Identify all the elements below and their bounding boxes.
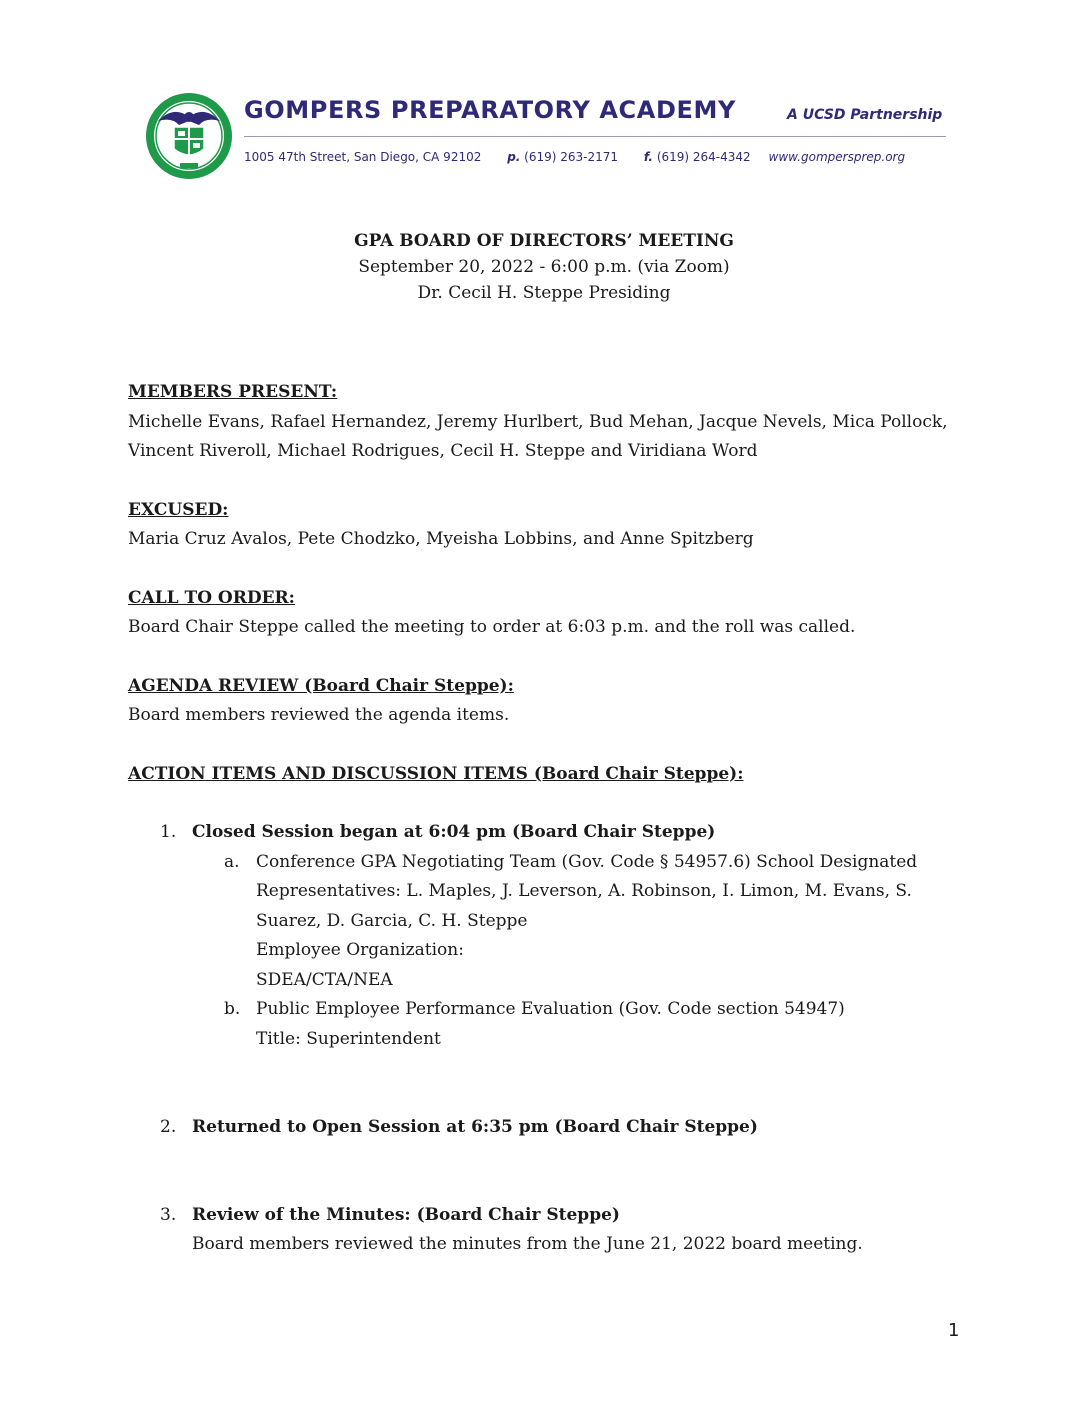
- item-number: 1.: [160, 822, 177, 842]
- subitem-letter: b.: [224, 999, 241, 1019]
- call-to-order-heading: CALL TO ORDER:: [128, 587, 295, 608]
- phone: (619) 263-2171: [524, 150, 619, 164]
- members-present-heading: MEMBERS PRESENT:: [128, 382, 338, 402]
- list-item: [128, 1113, 948, 1143]
- address: 1005 47th Street, San Diego, CA 92102: [244, 150, 482, 164]
- item-title: Closed Session began at 6:04 pm (Board Chair Steppe): [192, 822, 716, 842]
- item-number: 2.: [160, 1117, 177, 1137]
- excused-text: Maria Cruz Avalos, Pete Chodzko, Myeisha Lobbins, and Anne Spitzberg: [128, 529, 754, 549]
- agenda-review-heading: AGENDA REVIEW (Board Chair Steppe):: [128, 675, 514, 696]
- list-item: [128, 1201, 948, 1260]
- contact-line: [244, 150, 905, 164]
- page-number: 1: [948, 1320, 960, 1341]
- meeting-header: [0, 228, 1088, 306]
- minutes-body: [128, 378, 948, 1289]
- subitem: [192, 995, 948, 1054]
- subitem-list: [192, 848, 948, 1055]
- members-present-text: Michelle Evans, Rafael Hernandez, Jeremy Hurlbert, Bud Mehan, Jacque Nevels, Mica Pollock, Vincent Riveroll, Michael Rodrigues, Cecil H. Steppe and Viridiana Word: [128, 411, 948, 461]
- fax: (619) 264-4342: [656, 150, 751, 164]
- item-number: 3.: [160, 1204, 177, 1225]
- subitem-line: Title: Superintendent: [256, 1028, 441, 1049]
- subitem: [192, 848, 948, 996]
- item-title: Review of the Minutes: (Board Chair Steppe): [192, 1204, 620, 1225]
- phone-label: p.: [507, 150, 521, 164]
- excused-heading: EXCUSED:: [128, 499, 229, 520]
- list-item: [128, 818, 948, 1054]
- agenda-review-text: Board members reviewed the agenda items.: [128, 705, 510, 725]
- subitem-line: SDEA/CTA/NEA: [256, 969, 393, 990]
- call-to-order-section: [128, 584, 948, 643]
- action-items-section: [128, 760, 948, 1260]
- excused-section: [128, 496, 948, 555]
- action-items-list: [128, 818, 948, 1260]
- call-to-order-text: Board Chair Steppe called the meeting to order at 6:03 p.m. and the roll was called.: [128, 617, 856, 637]
- item-text: Board members reviewed the minutes from the June 21, 2022 board meeting.: [192, 1234, 863, 1254]
- subitem-line: Conference GPA Negotiating Team (Gov. Code § 54957.6) School Designated Representatives: L. Maples, J. Leverson, A. Robinson, I. Limon, M. Evans, S. Suarez, D. Garcia, C. H. Steppe: [256, 851, 918, 931]
- action-items-heading: ACTION ITEMS AND DISCUSSION ITEMS (Board Chair Steppe):: [128, 763, 744, 784]
- fax-label: f.: [643, 150, 653, 164]
- meeting-date: September 20, 2022 - 6:00 p.m. (via Zoom): [358, 257, 730, 277]
- subitem-line: Public Employee Performance Evaluation (Gov. Code section 54947): [256, 999, 845, 1019]
- org-tagline: A UCSD Partnership: [787, 107, 943, 123]
- meeting-title: GPA BOARD OF DIRECTORS’ MEETING: [354, 231, 734, 251]
- org-name: GOMPERS PREPARATORY ACADEMY: [244, 96, 736, 124]
- agenda-review-section: [128, 672, 948, 731]
- letterhead-rule: [244, 136, 946, 137]
- subitem-line: Employee Organization:: [256, 940, 464, 960]
- members-present-section: [128, 378, 948, 467]
- meeting-presiding: Dr. Cecil H. Steppe Presiding: [417, 283, 671, 303]
- subitem-letter: a.: [224, 851, 240, 872]
- website: www.gompersprep.org: [768, 150, 906, 164]
- item-title: Returned to Open Session at 6:35 pm (Board Chair Steppe): [192, 1117, 758, 1137]
- letterhead: [144, 88, 954, 178]
- school-seal-logo: [144, 91, 234, 181]
